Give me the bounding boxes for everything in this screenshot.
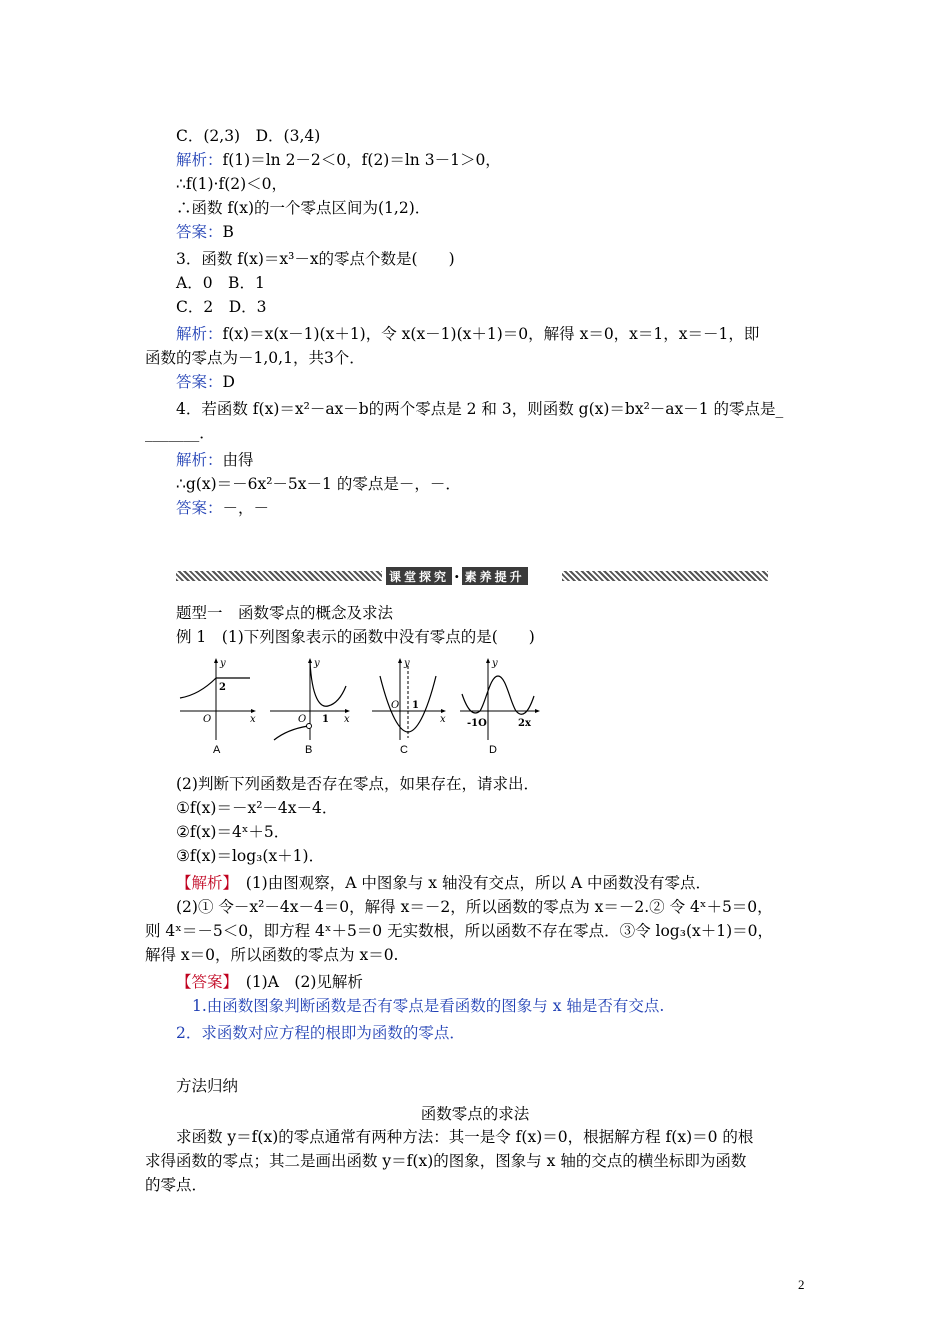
answer-text: (1)A (2)见解析: [230, 973, 363, 991]
answer-label: 答案：: [176, 223, 223, 241]
origin-label: O: [298, 714, 307, 725]
tick-label: 1: [412, 700, 419, 711]
solution-text: f(x)＝x(x－1)(x＋1)，令 x(x－1)(x＋1)＝0，解得 x＝0，x＝1，x＝－1，即: [222, 325, 760, 343]
answer-label: 【答案】: [176, 973, 231, 991]
graph-b: [268, 656, 352, 741]
method-text-3: 的零点．: [145, 1176, 208, 1194]
option-line-cd: C．(2,3) D．(3,4): [176, 127, 321, 145]
graph-d: [458, 656, 542, 741]
answer-value: D: [222, 373, 235, 391]
banner-separator: ·: [454, 566, 460, 586]
tick-label-left: -1O: [467, 718, 487, 729]
axis-x-label: x: [440, 714, 446, 725]
example-solution: [176, 872, 711, 894]
method-text-2: 求得函数的零点；其二是画出函数 y＝f(x)的图象，图象与 x 轴的交点的横坐标即为函数: [145, 1152, 747, 1170]
solution-label: 【解析】: [176, 874, 231, 892]
example-answer: [176, 971, 363, 993]
part-2-item-1: ①f(x)＝－x²－4x－4．: [176, 799, 338, 817]
answer-label: 答案：: [176, 499, 223, 517]
banner-part-2: 素养提升: [462, 567, 528, 585]
solution-text: 由得: [222, 451, 254, 469]
example-solution-2: (2)① 令－x²－4x－4＝0，解得 x＝－2，所以函数的零点为 x＝－2.② 令 4ˣ＋5＝0，: [176, 898, 773, 916]
graph-label-d: D: [489, 744, 497, 756]
tick-label-right: 2x: [518, 718, 531, 729]
derivation-line: ∴f(1)·f(2)＜0，: [176, 175, 288, 193]
graph-label-a: A: [213, 744, 221, 756]
banner-stripe-right: [562, 571, 768, 581]
solution-text: (1)由图观察，A 中图象与 x 轴没有交点，所以 A 中函数没有零点．: [230, 874, 711, 892]
banner-title: [386, 567, 558, 585]
banner-stripe-left: [176, 571, 382, 581]
answer-line: [176, 221, 234, 243]
origin-label: O: [391, 700, 400, 711]
part-2-item-3: ③f(x)＝log₃(x＋1)．: [176, 847, 325, 865]
example-1: 例 1 (1)下列图象表示的函数中没有零点的是( ): [176, 628, 535, 646]
question-3-answer: [176, 371, 235, 393]
question-4-solution: [176, 449, 254, 471]
conclusion-line: ∴函数 f(x)的一个零点区间为(1,2)．: [176, 199, 431, 217]
axis-y-label: y: [220, 658, 226, 669]
graph-a: [178, 656, 258, 741]
graph-label-b: B: [305, 744, 313, 756]
section-banner: [176, 567, 768, 587]
section-title: 题型一 函数零点的概念及求法: [176, 604, 394, 622]
note-2: 2．求函数对应方程的根即为函数的零点．: [176, 1024, 465, 1042]
axis-y-label: y: [404, 658, 410, 669]
page-number: 2: [798, 1277, 805, 1292]
part-2-item-2: ②f(x)＝4ˣ＋5．: [176, 823, 290, 841]
question-4: 4．若函数 f(x)＝x²－ax－b的两个零点是 2 和 3，则函数 g(x)＝bx²－ax－1 的零点是_: [176, 400, 784, 418]
origin-label: O: [203, 714, 212, 725]
question-3-solution: [176, 323, 759, 345]
example-solution-3: 则 4ˣ＝－5＜0，即方程 4ˣ＋5＝0 无实数根，所以函数不存在零点．③令 log₃(x＋1)＝0，: [145, 922, 774, 940]
answer-value: －，－: [222, 499, 270, 517]
question-4-answer: [176, 497, 269, 519]
axis-x-label: x: [250, 714, 256, 725]
note-1: 1.由函数图象判断函数是否有零点是看函数的图象与 x 轴是否有交点.: [192, 997, 665, 1015]
tick-label: 1: [322, 714, 329, 725]
example-solution-4: 解得 x＝0，所以函数的零点为 x＝0.: [145, 946, 399, 964]
question-4-blank: _______．: [145, 424, 215, 442]
solution-line: [176, 149, 501, 171]
solution-label: 解析：: [176, 151, 223, 169]
banner-part-1: 课堂探究: [386, 567, 452, 585]
graph-label-c: C: [400, 744, 408, 756]
graph-c: [370, 656, 448, 741]
solution-label: 解析：: [176, 325, 223, 343]
question-3-solution-cont: 函数的零点为－1,0,1，共3个．: [145, 349, 365, 367]
part-2-prompt: (2)判断下列函数是否存在零点，如果存在，请求出．: [176, 775, 539, 793]
method-text-1: 求函数 y＝f(x)的零点通常有两种方法：其一是令 f(x)＝0，根据解方程 f(x)＝0 的根: [176, 1128, 754, 1146]
method-title: 函数零点的求法: [420, 1105, 530, 1123]
axis-y-label: y: [314, 658, 320, 669]
answer-label: 答案：: [176, 373, 223, 391]
question-3-options-cd: C．2 D．3: [176, 298, 267, 316]
question-4-solution-cont: ∴g(x)＝－6x²－5x－1 的零点是－，－．: [176, 475, 461, 493]
axis-x-label: x: [344, 714, 350, 725]
answer-value: B: [222, 223, 234, 241]
axis-y-label: y: [492, 658, 498, 669]
solution-label: 解析：: [176, 451, 223, 469]
solution-text: f(1)＝ln 2－2＜0，f(2)＝ln 3－1＞0，: [222, 151, 501, 169]
method-heading: 方法归纳: [176, 1077, 239, 1095]
question-3-options-ab: A．0 B．1: [176, 274, 265, 292]
tick-label: 2: [219, 682, 226, 693]
question-3: 3．函数 f(x)＝x³－x的零点个数是( ): [176, 250, 455, 268]
